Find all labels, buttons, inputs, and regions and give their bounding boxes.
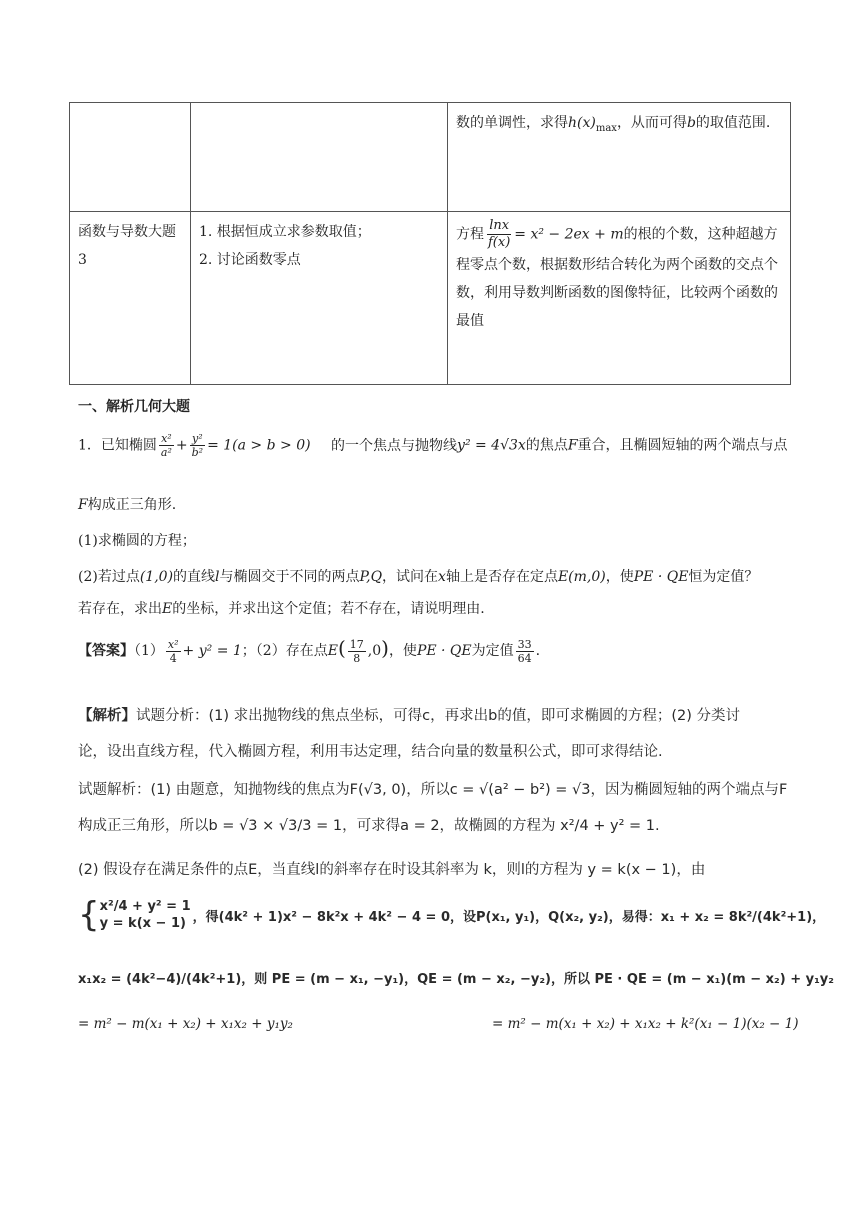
math-fraction: $\frac{17}{8}$	[349, 637, 364, 665]
math-b: b	[686, 115, 696, 131]
cell-line: 1. 根据恒成立求参数取值；	[199, 224, 371, 240]
question-2: (2)若过点(1,0)的直线l与椭圆交于不同的两点P,Q，试问在x轴上是否存在定点E(m,0)，使PE · QE恒为定值？	[78, 569, 759, 585]
table-cell	[448, 212, 791, 385]
analysis-line-5: (2) 假设存在满足条件的点E，当直线l的斜率存在时设其斜率为 k，则l的方程为 y = k(x − 1)，由	[78, 862, 706, 878]
analysis-line-3: 试题解析：(1) 由题意，知抛物线的焦点为F(√3, 0)，所以c = √(a² − b²) = √3，因为椭圆短轴的两个端点与F	[78, 782, 788, 798]
cell-text: 数的单调性，求得	[456, 115, 568, 131]
math-h: h(x)	[568, 115, 596, 131]
cell-line: 2. 讨论函数零点	[199, 252, 301, 268]
question-2-cont: 若存在，求出E的坐标，并求出这个定值；若不存在，请说明理由.	[78, 601, 485, 617]
table-row	[70, 212, 791, 385]
table-cell	[70, 103, 191, 212]
table-row	[70, 103, 791, 212]
summary-table	[69, 102, 791, 385]
system-brace: {	[78, 895, 100, 935]
section-title: 一、解析几何大题	[78, 399, 190, 415]
analysis-line-1: 【解析】试题分析：(1) 求出抛物线的焦点坐标，可得c，再求出b的值，即可求椭圆的方程；(2) 分类讨	[78, 708, 740, 724]
cell-text: 方程	[456, 226, 484, 243]
table-cell	[448, 103, 791, 212]
cell-text: 的取值范围.	[695, 115, 771, 131]
math-fraction: $\frac{\ln x}{f(x)}$	[488, 218, 511, 250]
math-fraction: $\frac{\text{y²}}{\text{b²}}$	[191, 432, 204, 459]
analysis-line-6: { x²/4 + y² = 1 y = k(x − 1) ，得(4k² + 1)x² − 8k²x + 4k² − 4 = 0，设P(x₁, y₁)，Q(x₂, y₂)，易得：x₁ + x₂ = 8k²/(4k²+1)，	[78, 895, 826, 935]
analysis-line-8a: = m² − m(x₁ + x₂) + x₁x₂ + y₁y₂	[78, 1016, 293, 1032]
analysis-line-7: x₁x₂ = (4k²−4)/(4k²+1)，则 PE = (m − x₁, −y₁)，QE = (m − x₂, −y₂)，所以 PE · QE = (m − x₁)(m − x₂) + y₁y₂	[78, 972, 834, 987]
analysis-tag: 【解析】	[78, 708, 136, 724]
analysis-line-4: 构成正三角形，所以b = √3 × √3/3 = 1，可求得a = 2，故椭圆的方程为 x²/4 + y² = 1.	[78, 818, 660, 834]
problem-line-2: F构成正三角形.	[78, 497, 177, 513]
analysis-line-2: 论，设出直线方程，代入椭圆方程，利用韦达定理，结合向量的数量积公式，即可求得结论.	[78, 744, 663, 760]
question-1: (1)求椭圆的方程；	[78, 533, 196, 549]
answer-line: 【答案】（1） $\frac{\text{x²}}{4}$ + y² = 1；（2）存在点E( $\frac{17}{8}$ ,0)，使PE · QE为定值 $\frac{33}{64}$ .	[78, 636, 541, 665]
math-fraction: $\frac{33}{64}$	[517, 637, 532, 665]
math-expr: = x² − 2ex + m	[514, 226, 624, 243]
problem-line-1: 1．已知椭圆 $\frac{\text{x²}}{\text{a²}}$ + $\frac{\text{y²}}{\text{b²}}$ = 1(a > b > 0) 的一个焦点与抛物线y² = 4√3x的焦点F重合，且椭圆短轴的两个端点与点	[78, 432, 788, 459]
cell-text: ，从而可得	[616, 115, 687, 131]
math-sub-max: max	[595, 123, 617, 134]
analysis-line-8b: = m² − m(x₁ + x₂) + x₁x₂ + k²(x₁ − 1)(x₂ − 1)	[492, 1016, 799, 1032]
math-fraction: $\frac{\text{x²}}{\text{a²}}$	[160, 432, 172, 459]
cell-text: 的根的个数，这种超越方程零点个数，根据数形结合转化为两个函数的交点个数，利用导数判断函数的图像特征，比较两个函数的最值	[456, 226, 778, 329]
answer-tag: 【答案】	[78, 643, 134, 659]
math-fraction: $\frac{\text{x²}}{4}$	[167, 637, 179, 665]
equation-system: x²/4 + y² = 1 y = k(x − 1)	[99, 899, 191, 931]
table-cell: 函数与导数大题 3	[70, 212, 191, 385]
table-cell	[191, 103, 448, 212]
table-cell	[191, 212, 448, 385]
